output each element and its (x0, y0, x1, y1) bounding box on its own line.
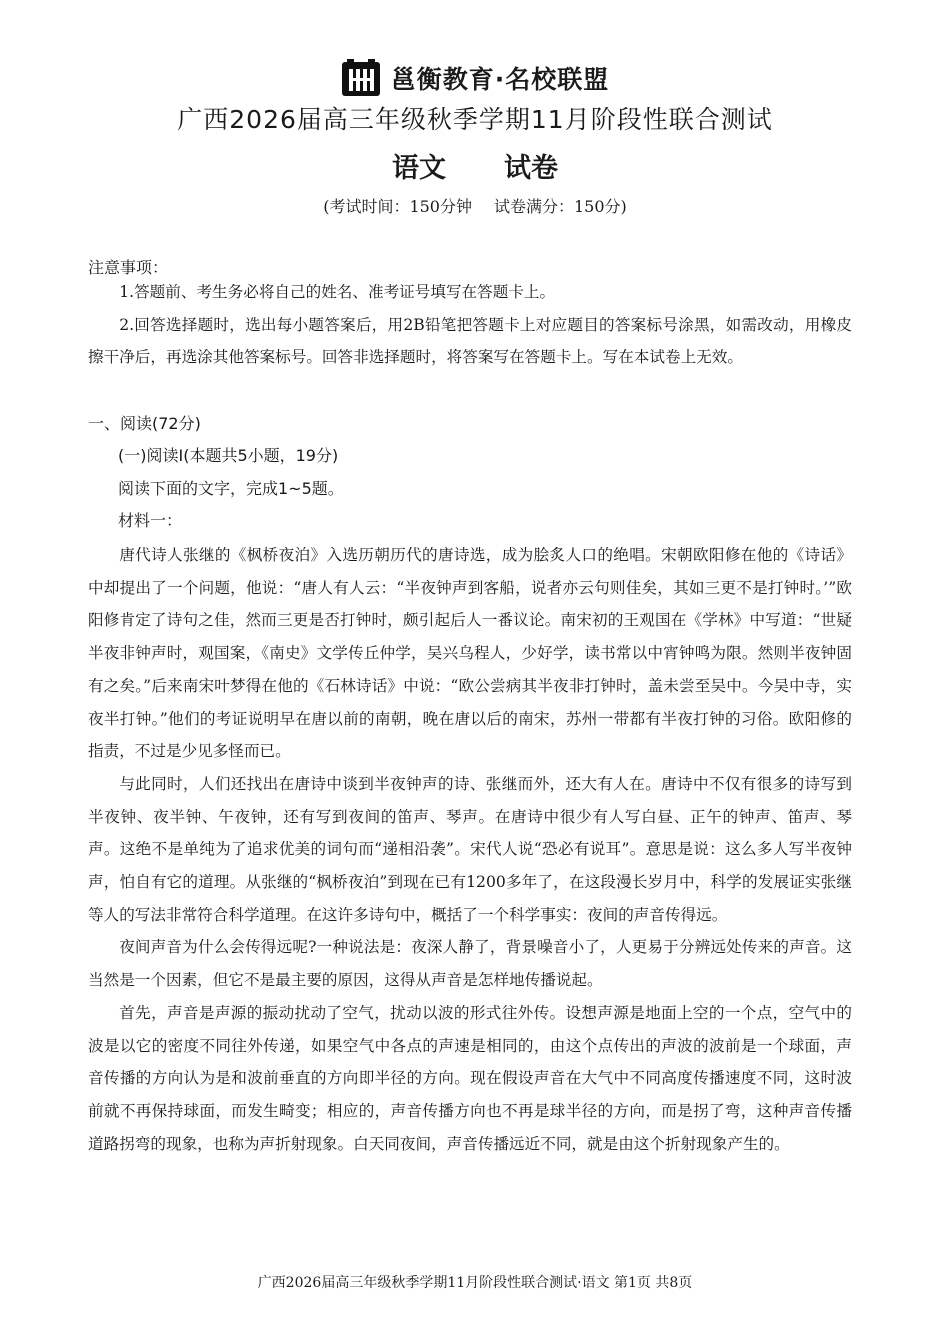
exam-info (0, 194, 950, 217)
instruction-text: 阅读下面的文字，完成1~5题。 (118, 478, 344, 498)
notes-heading: 注意事项： (88, 258, 169, 277)
section-sub-block (118, 440, 344, 538)
material-label: 材料一： (118, 511, 183, 530)
note-item: 2.回答选择题时，选出每小题答案后，用2B铅笔把答题卡上对应题目的答案标号涂黑，如需改动，用橡皮擦干净后，再选涂其他答案标号。回答非选择题时，将答案写在答题卡上。写在本试卷上无效。 (88, 315, 852, 367)
brand-name: 邕衡教育·名校联盟 (390, 65, 610, 94)
note-item: 1.答题前、考生务必将自己的姓名、准考证号填写在答题卡上。 (119, 283, 556, 301)
brand-header (0, 58, 950, 98)
exam-duration: (考试时间：150分钟 (323, 197, 472, 216)
section-heading: 一、阅读(72分) (88, 414, 201, 433)
exam-title: 广西2026届高三年级秋季学期11月阶段性联合测试 (177, 105, 773, 134)
article-paragraph: 唐代诗人张继的《枫桥夜泊》入选历朝历代的唐诗选，成为脍炙人口的绝唱。宋朝欧阳修在他的《诗话》中却提出了一个问题，他说：“唐人有人云：“半夜钟声到客船，说者亦云句则佳矣，其如三更不是打钟时。’”欧阳修肯定了诗句之佳，然而三更是否打钟时，颇引起后人一番议论。南宋初的王观国在《学林》中写道：“世疑半夜非钟声时，观国案，《南史》文学传丘仲学，吴兴乌程人，少好学，读书常以中宵钟鸣为限。然则半夜钟固有之矣。”后来南宋叶梦得在他的《石林诗话》中说：“欧公尝病其半夜非打钟时，盖未尝至吴中。今吴中寺，实夜半打钟。”他们的考证说明早在唐以前的南朝，晚在唐以后的南宋，苏州一带都有半夜打钟的习俗。欧阳修的指责，不过是少见多怪而已。 (88, 546, 852, 761)
page-footer: 广西2026届高三年级秋季学期11月阶段性联合测试·语文 第1页 共8页 (257, 1275, 693, 1291)
article-paragraph: 与此同时，人们还找出在唐诗中谈到半夜钟声的诗、张继而外，还大有人在。唐诗中不仅有很多的诗写到半夜钟、夜半钟、午夜钟，还有写到夜间的笛声、琴声。在唐诗中很少有人写白昼、正午的钟声、笛声、琴声。这绝不是单纯为了追求优美的词句而“递相沿袭”。宋代人说“恐必有说耳”。意思是说：这么多人写半夜钟声，怕自有它的道理。从张继的“枫桥夜泊”到现在已有1200多年了，在这段漫长岁月中，科学的发展证实张继等人的写法非常符合科学道理。在这许多诗句中，概括了一个科学事实：夜间的声音传得远。 (88, 774, 852, 924)
article-body (88, 539, 852, 1160)
article-paragraph: 夜间声音为什么会传得远呢?一种说法是：夜深人静了，背景噪音小了，人更易于分辨远处传来的声音。这当然是一个因素，但它不是最主要的原因，这得从声音是怎样地传播说起。 (88, 938, 852, 990)
brand-logo-icon (341, 58, 381, 98)
paper-label: 试卷 (504, 153, 558, 184)
sub-section-heading: (一)阅读Ⅰ(本题共5小题，19分) (118, 446, 339, 465)
subject-name: 语文 (392, 153, 446, 184)
article-paragraph: 首先，声音是声源的振动扰动了空气，扰动以波的形式往外传。设想声源是地面上空的一个点，空气中的波是以它的密度不同往外传递，如果空气中各点的声速是相同的，由这个点传出的声波的波前是一个球面，声音传播的方向认为是和波前垂直的方向即半径的方向。现在假设声音在大气中不同高度传播速度不同，这时波前就不再保持球面，而发生畸变；相应的，声音传播方向也不再是球半径的方向，而是拐了弯，这种声音传播道路拐弯的现象，也称为声折射现象。白天同夜间，声音传播远近不同，就是由这个折射现象产生的。 (88, 1003, 852, 1153)
exam-full-score: 试卷满分：150分) (494, 197, 627, 216)
subject-title (0, 146, 950, 185)
notes-list (88, 276, 852, 374)
